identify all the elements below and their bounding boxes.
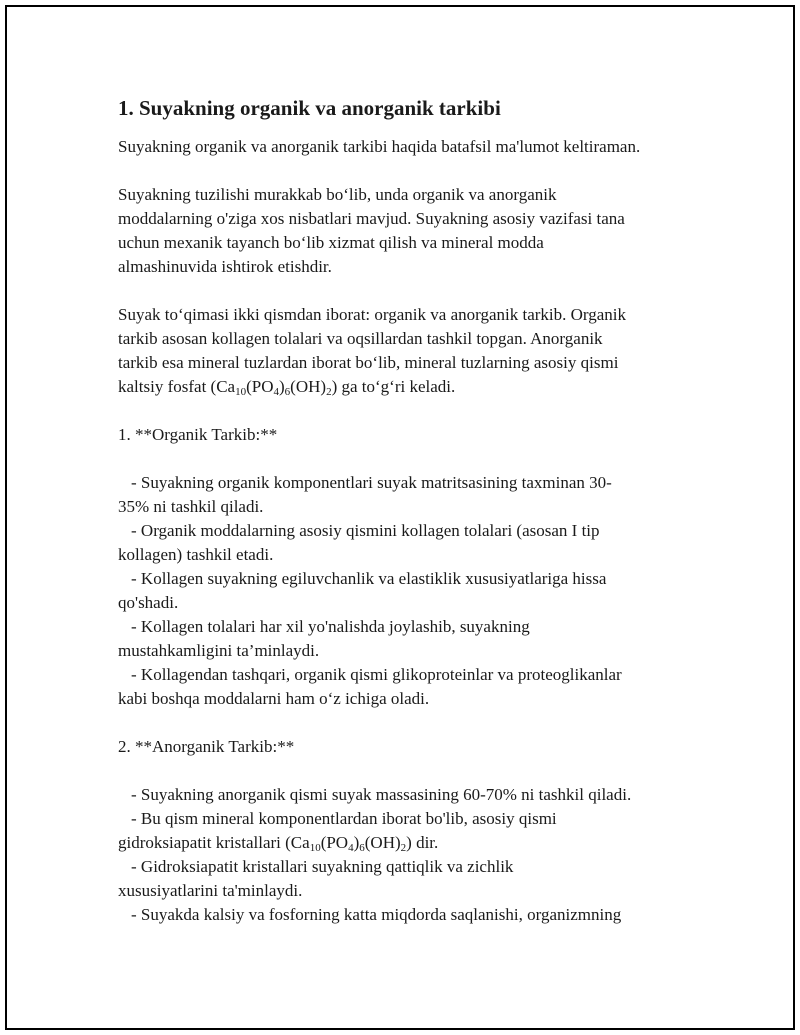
formula-subscript: 6 bbox=[359, 842, 365, 854]
formula-subscript: 10 bbox=[309, 842, 321, 854]
section1-heading: 1. **Organik Tarkib:** bbox=[118, 425, 278, 444]
list-item: - Kollagen suyakning egiluvchanlik va elastiklik xususiyatlariga hissa qo'shadi. bbox=[118, 569, 607, 612]
paragraph-gap bbox=[118, 279, 678, 303]
formula-part: ) bbox=[279, 377, 285, 396]
list-item: - Kollagendan tashqari, organik qismi glikoproteinlar va proteoglikanlar kabi boshqa moddalarni ham o‘z ichiga oladi. bbox=[118, 665, 622, 708]
formula-part: ) bbox=[406, 833, 412, 852]
paragraph-gap bbox=[118, 447, 678, 471]
section2-heading: 2. **Anorganik Tarkib:** bbox=[118, 737, 295, 756]
list-item: - Suyakda kalsiy va fosforning katta miqdorda saqlanishi, organizmning bbox=[131, 905, 622, 924]
formula-subscript: 6 bbox=[284, 386, 291, 398]
formula-part: (PO bbox=[320, 833, 349, 852]
list-item: - Gidroksiapatit kristallari suyakning qattiqlik va zichlik xususiyatlarini ta'minlaydi. bbox=[118, 857, 514, 900]
composition-paragraph bbox=[118, 303, 678, 399]
composition-tail: ga to‘g‘ri keladi. bbox=[337, 377, 456, 396]
formula-subscript: 10 bbox=[235, 386, 247, 398]
formula-subscript: 2 bbox=[400, 842, 407, 854]
structure-paragraph: Suyakning tuzilishi murakkab bo‘lib, unda organik va anorganik moddalarning o'ziga xos nisbatlari mavjud. Suyakning asosiy vazifasi tana uchun mexanik tayanch bo‘lib xizmat qilish va mineral modda almashinuvida ishtirok etishdir. bbox=[118, 185, 625, 276]
document-title: 1. Suyakning organik va anorganik tarkibi bbox=[118, 96, 501, 120]
formula-subscript: 2 bbox=[326, 386, 332, 398]
paragraph-gap bbox=[118, 399, 678, 423]
composition-text: Suyak to‘qimasi ikki qismdan iborat: organik va anorganik tarkib. Organik tarkib asosan kollagen tolalari va oqsillardan tashkil topgan. Anorganik tarkib esa mineral tuzlardan iborat bo‘lib, mineral tuzlarning asosiy qismi kaltsiy fosfat (Ca bbox=[118, 305, 627, 396]
list-item: - Suyakning anorganik qismi suyak massasining 60-70% ni tashkil qiladi. bbox=[131, 785, 632, 804]
list-item: - Organik moddalarning asosiy qismini kollagen tolalari (asosan I tip kollagen) tashkil etadi. bbox=[118, 521, 600, 564]
formula-subscript: 4 bbox=[273, 386, 279, 398]
formula-part: (OH) bbox=[364, 833, 401, 852]
list-item: - Bu qism mineral komponentlardan iborat bo'lib, asosiy qismi gidroksiapatit kristallari $(Ca_{10}(PO_4)_6(OH)_2)$ dir. bbox=[118, 809, 557, 854]
list-item: - Kollagen tolalari har xil yo'nalishda joylashib, suyakning mustahkamligini ta’minlaydi. bbox=[118, 617, 530, 660]
paragraph-gap bbox=[118, 159, 678, 183]
document-body bbox=[118, 95, 678, 927]
formula-subscript: 4 bbox=[348, 842, 354, 854]
paragraph-gap bbox=[118, 711, 678, 735]
intro-paragraph: Suyakning organik va anorganik tarkibi haqida batafsil ma'lumot keltiraman. bbox=[118, 137, 641, 156]
paragraph-gap bbox=[118, 759, 678, 783]
formula-part: ) bbox=[353, 833, 360, 852]
formula-part: (PO bbox=[246, 377, 274, 396]
formula-part: (OH) bbox=[290, 377, 327, 396]
formula-part: ) bbox=[331, 377, 338, 396]
list-item: - Suyakning organik komponentlari suyak matritsasining taxminan 30- 35% ni tashkil qiladi. bbox=[118, 473, 612, 516]
